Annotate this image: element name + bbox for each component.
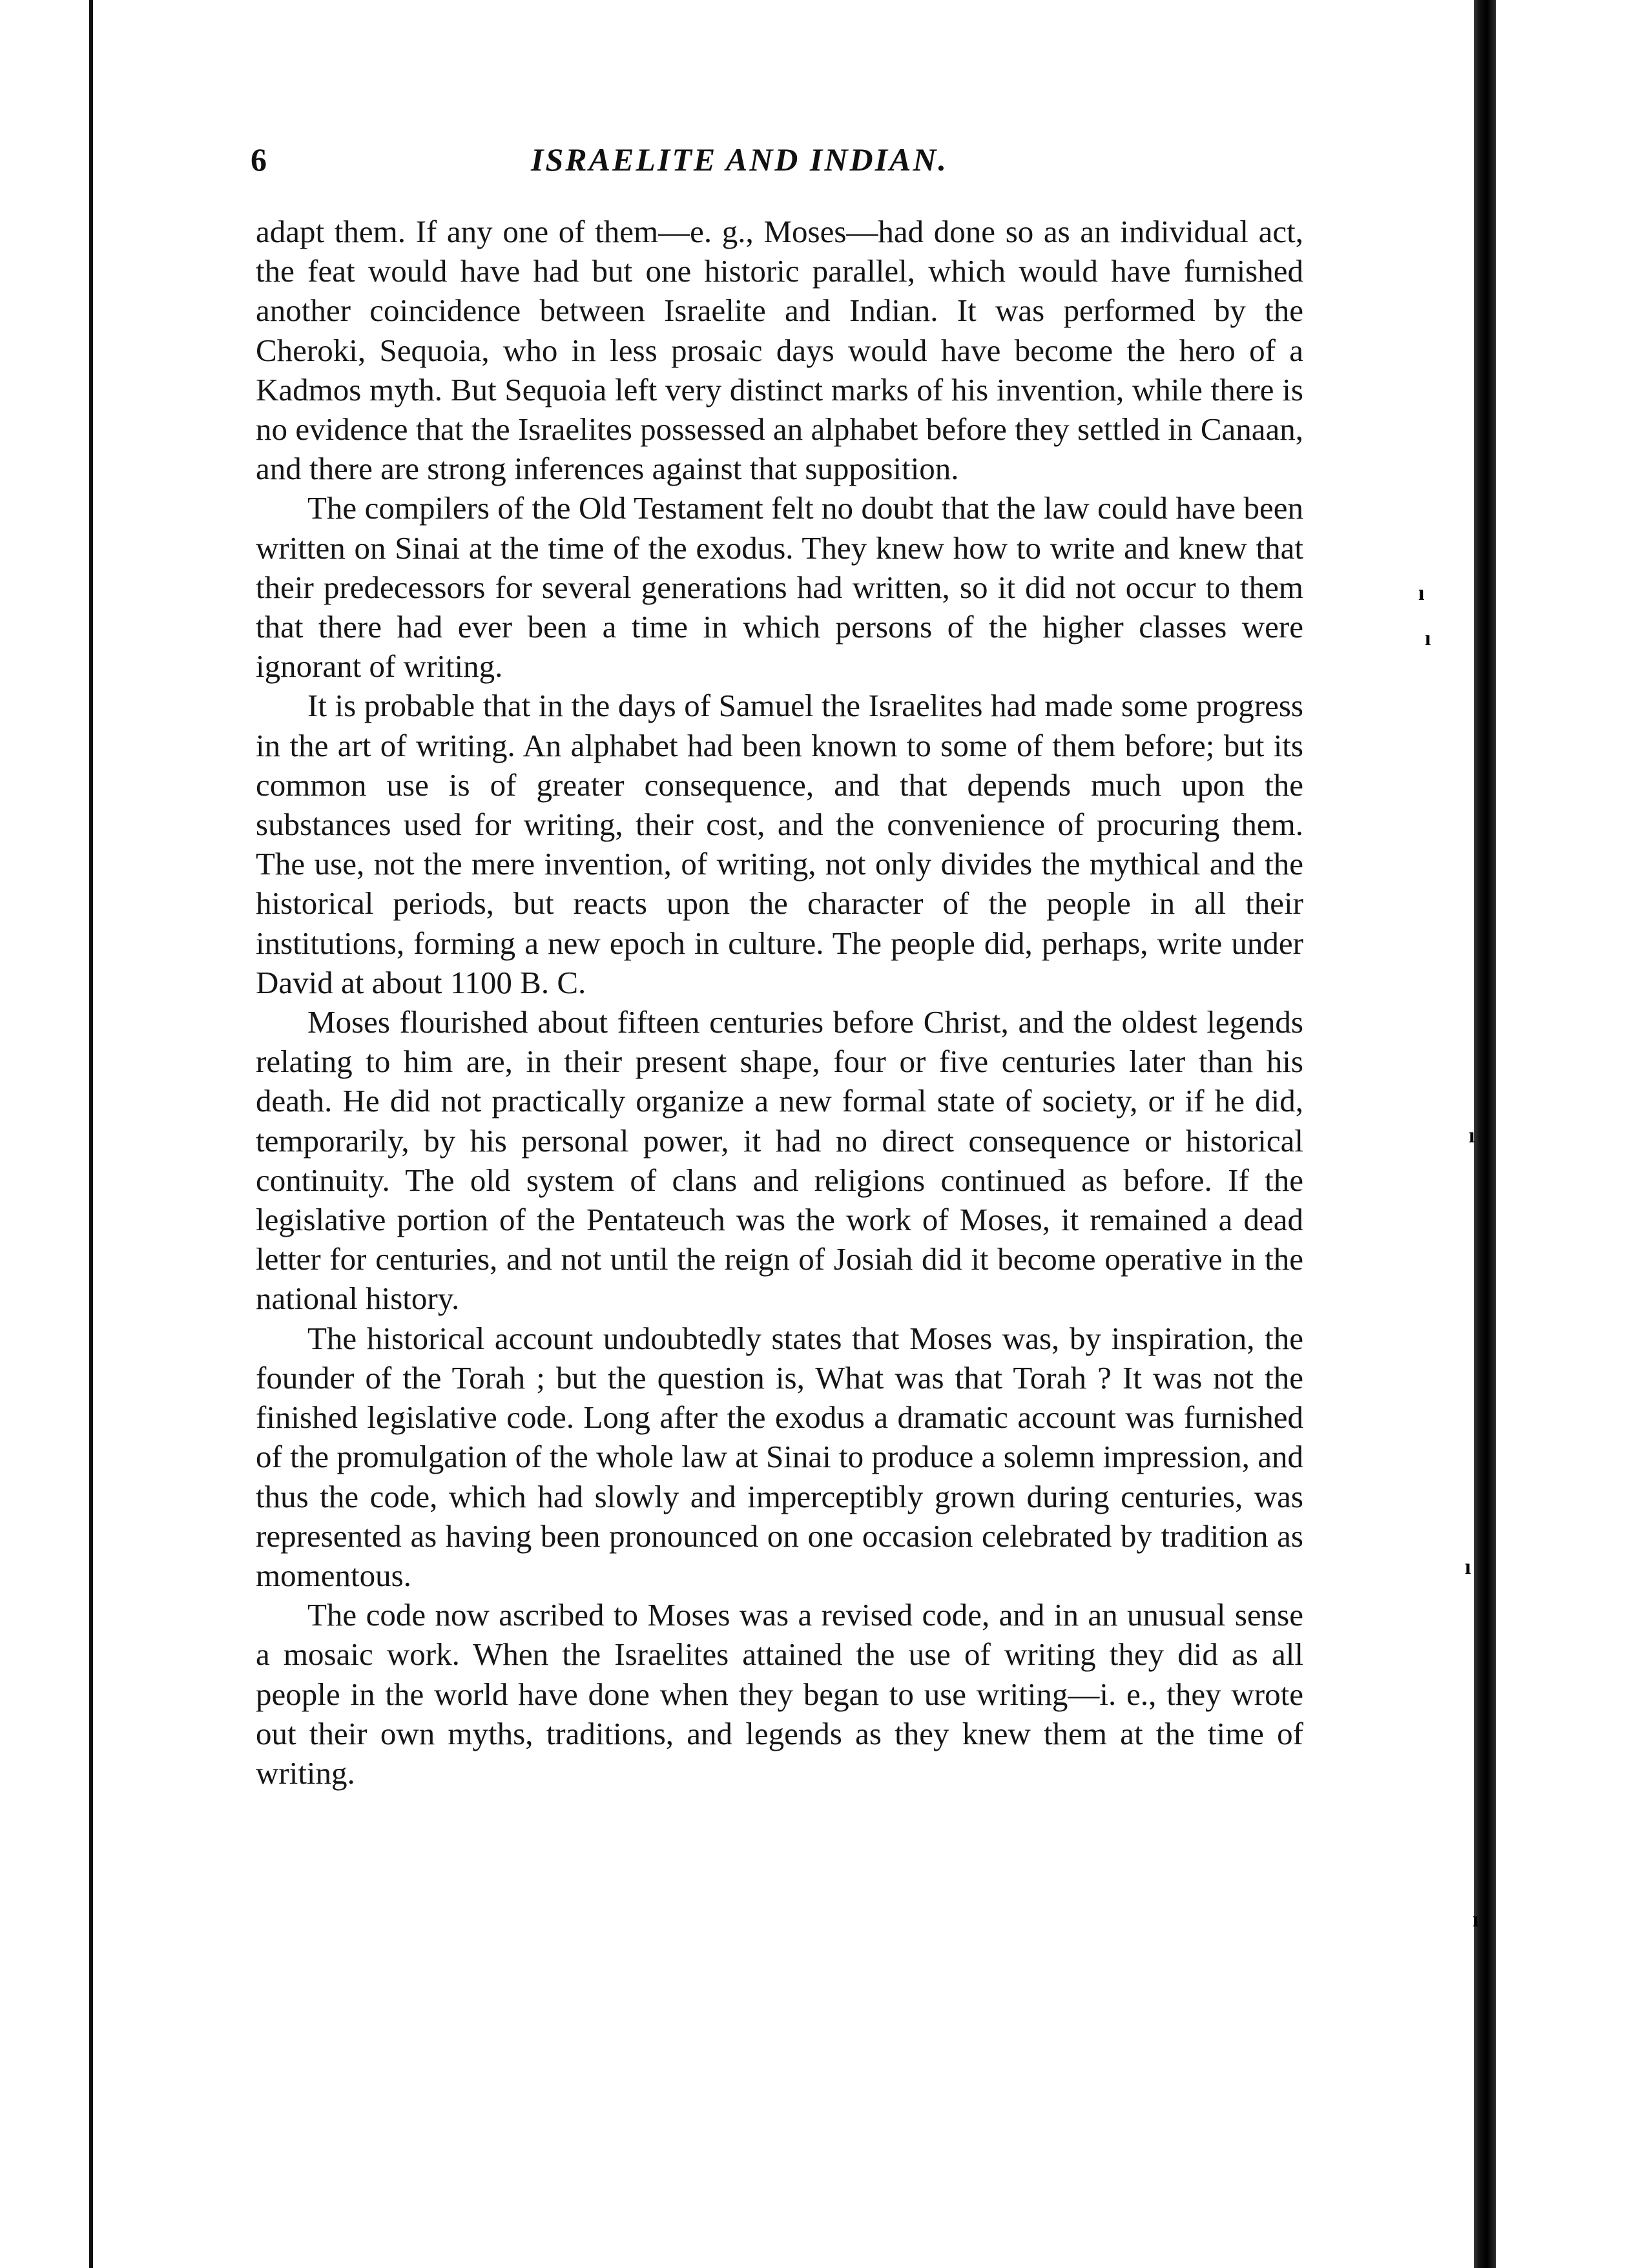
page-number: 6 (251, 141, 267, 178)
body-text (256, 212, 1303, 1793)
margin-mark: ı (1473, 1908, 1479, 1932)
margin-mark: ı (1465, 1555, 1471, 1579)
paragraph: The code now ascribed to Moses was a revised code, and in an unusual sense a mosaic work. When the Israelites attained the use of writing they did as all people in the world have done when they began to use writing—i. e., they wrote out their own myths, traditions, and legends as they knew them at the time of writing. (256, 1597, 1303, 1791)
running-title: ISRAELITE AND INDIAN. (531, 141, 949, 178)
paragraph: It is probable that in the days of Samuel the Israelites had made some progress in the art of writing. An alphabet had been known to some of them before; but its common use is of greater consequence, and that depends much upon the substances used for writing, their cost, and the convenience of procuring them. The use, not the mere invention, of writing, not only divides the mythical and the historical periods, but reacts upon the character of the people in all their institutions, forming a new epoch in culture. The people did, perhaps, write under David at about 1100 B. C. (256, 688, 1303, 1000)
paragraph: Moses flourished about fifteen centuries before Christ, and the oldest legends relating to him are, in their present shape, four or five centuries later than his death. He did not practically organize a new formal state of society, or if he did, temporarily, by his personal power, it had no direct consequence or historical continuity. The old system of clans and religions continued as before. If the legislative portion of the Pentateuch was the work of Moses, it remained a dead letter for centuries, and not until the reign of Josiah did it become operative in the national history. (256, 1004, 1303, 1317)
paragraph: The compilers of the Old Testament felt no doubt that the law could have been written on Sinai at the time of the exodus. They knew how to write and knew that their predecessors for several generations had written, so it did not occur to them that there had ever been a time in which persons of the higher classes were ignorant of writing. (256, 490, 1303, 685)
margin-mark: ı (1425, 626, 1431, 650)
paragraph: The historical account undoubtedly states that Moses was, by inspiration, the founder of the Torah ; but the question is, What was that Torah ? It was not the finished legislative code. Long after the exodus a dramatic account was furnished of the promulgation of the whole law at Sinai to produce a solemn impression, and thus the code, which had slowly and imperceptibly grown during centuries, was represented as having been pronounced on one occasion celebrated by tradition as momentous. (256, 1320, 1303, 1593)
scan-left-edge (89, 0, 93, 2268)
margin-mark: ı (1418, 581, 1425, 605)
margin-mark: ı (1469, 1124, 1475, 1148)
paragraph: adapt them. If any one of them—e. g., Moses—had done so as an individual act, the feat would have had but one historic parallel, which would have furnished another coincidence between Israelite and Indian. It was performed by the Cheroki, Sequoia, who in less prosaic days would have become the hero of a Kadmos myth. But Sequoia left very distinct marks of his invention, while there is no evidence that the Israelites possessed an alphabet before they settled in Canaan, and there are strong inferences against that supposition. (256, 214, 1303, 487)
running-head (251, 141, 1310, 186)
